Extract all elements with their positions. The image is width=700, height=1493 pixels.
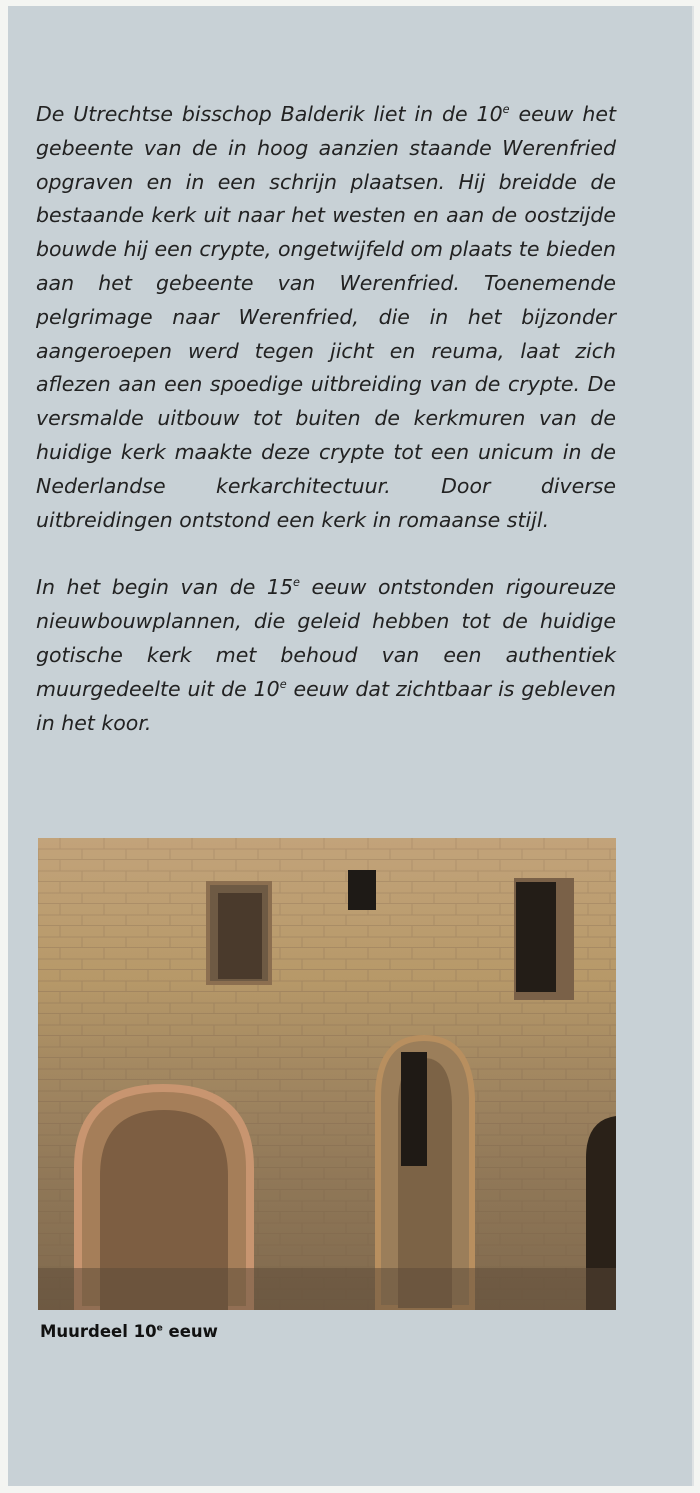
superscript: e [279, 677, 287, 691]
wall-photo-illustration [38, 838, 616, 1310]
wall-photo [38, 838, 616, 1310]
paragraph-1-text-a: De Utrechtse bisschop Balderik liet in de 10 [36, 102, 503, 126]
paragraph-2 [36, 571, 616, 740]
body-text [36, 98, 616, 740]
paragraph-1 [36, 98, 616, 537]
paragraph-2-text-a: In het begin van de 15 [36, 575, 293, 600]
paragraph-1-text-b: eeuw het gebeente van de in hoog aanzien staande Werenfried opgraven en in een schrijn plaatsen. Hij breidde de bestaande kerk uit naar het westen en aan de oostzijde bouwde hij een crypte, ongetwijfeld om plaats te bieden aan het gebeente van Werenfried. Toenemende pelgrimage naar Werenfried, die in het bijzonder aangeroepen werd tegen jicht en reuma, laat zich aflezen aan een spoedige uitbreiding van de crypte. De versmalde uitbouw tot buiten de kerkmuren van de huidige kerk maakte deze crypte tot een unicum in de Nederlandse kerkarchitectuur. Door diverse uitbreidingen ontstond een kerk in romaanse stijl. [36, 102, 616, 532]
superscript: e [502, 103, 510, 117]
superscript: e [293, 576, 300, 590]
photo-caption [40, 1322, 218, 1341]
paragraph-2-text-b: eeuw ontstonden rigoureuze nieuwbouwplannen, die geleid hebben tot de huidige gotische kerk met behoud van een authentiek muurgedeelte uit de 10 [36, 575, 616, 701]
caption-text-b: eeuw [162, 1322, 218, 1341]
caption-text-a: Muurdeel 10 [40, 1322, 157, 1341]
paragraph-2-text-c: eeuw dat zichtbaar is gebleven in het koor. [36, 676, 617, 735]
superscript: e [156, 1323, 163, 1334]
